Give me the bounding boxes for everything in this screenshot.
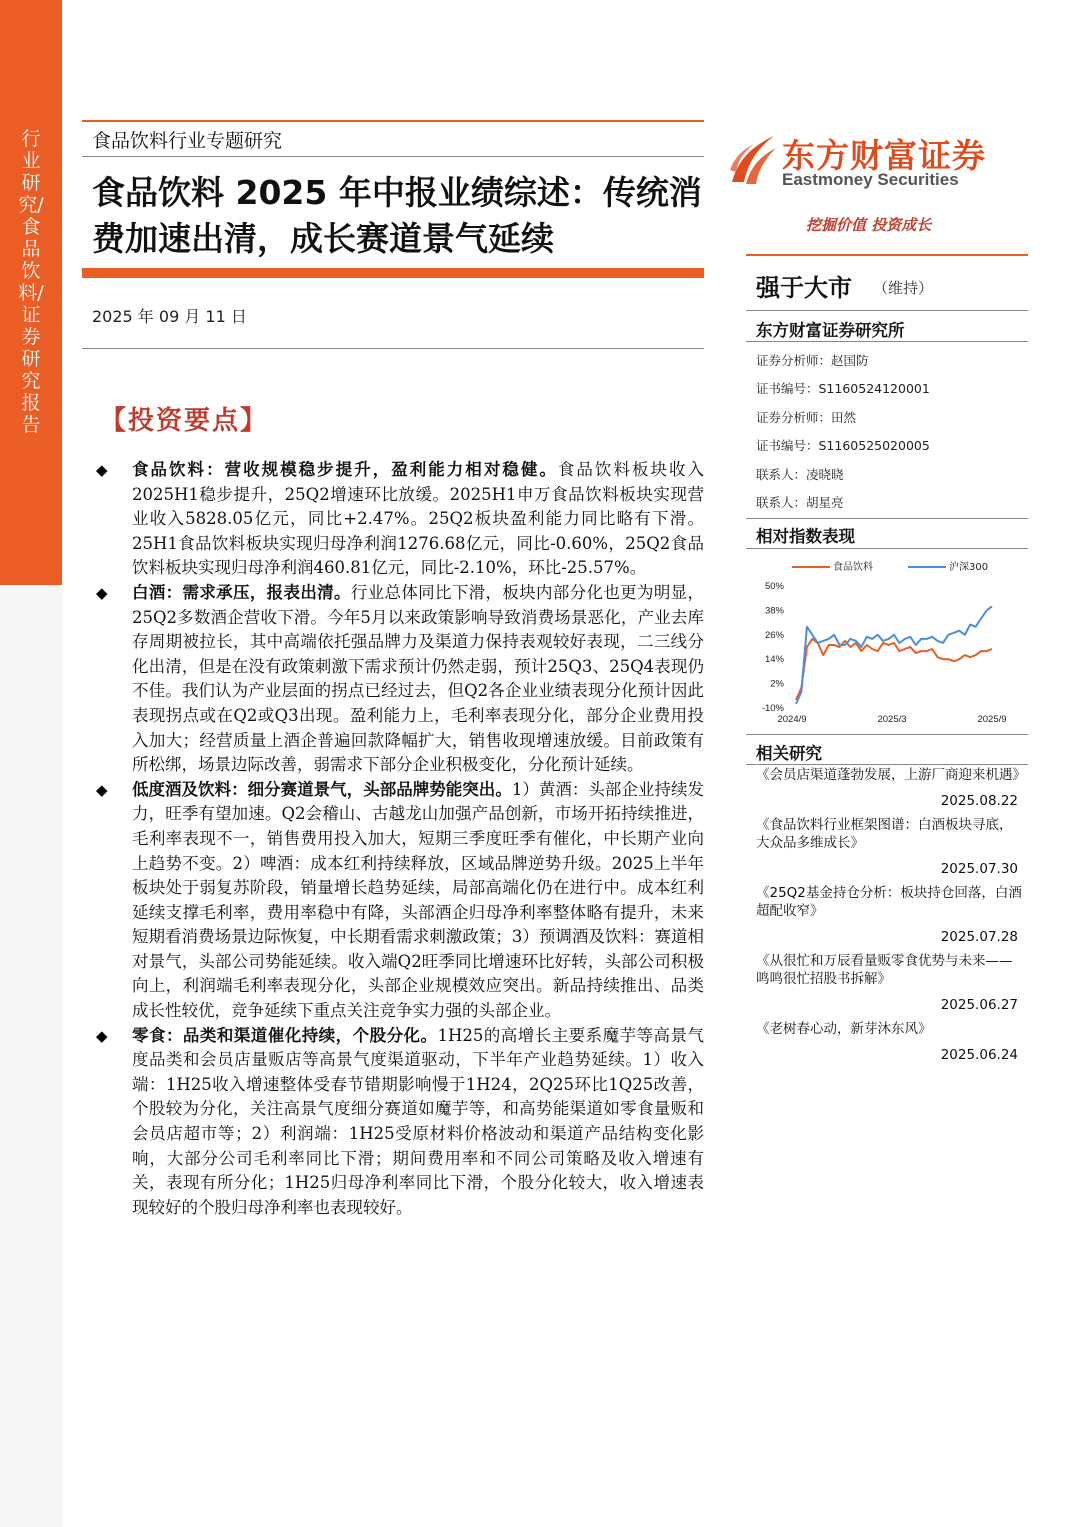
report-date: 2025.06.27 bbox=[940, 997, 1018, 1013]
header-top-rule bbox=[82, 120, 704, 122]
contact-row: 联系人：胡星亮 bbox=[756, 495, 844, 511]
brand-name-cn: 东方财富证券 bbox=[782, 136, 986, 175]
list-item[interactable] bbox=[756, 1020, 1024, 1064]
y-tick-label: 26% bbox=[764, 629, 784, 641]
y-tick-label: 38% bbox=[764, 605, 784, 617]
wave-logo-icon bbox=[728, 130, 778, 190]
list-item bbox=[92, 458, 704, 581]
series-line-food-beverage bbox=[796, 639, 992, 700]
diamond-bullet-icon: ◆ bbox=[96, 780, 108, 799]
rating-bottom-rule bbox=[746, 310, 1028, 311]
list-item bbox=[92, 581, 704, 778]
y-tick-label: -10% bbox=[761, 703, 784, 714]
contact-row: 证券分析师：田然 bbox=[756, 409, 857, 425]
report-title: 《从很忙和万辰看量贩零食优势与未来——鸣鸣很忙招股书拆解》 bbox=[756, 953, 1013, 987]
diamond-bullet-icon: ◆ bbox=[96, 583, 108, 602]
report-date: 2025.07.28 bbox=[940, 929, 1018, 945]
left-sidebar bbox=[0, 0, 62, 1527]
key-points-list bbox=[92, 458, 704, 1220]
list-item[interactable] bbox=[756, 884, 1024, 946]
report-title: 《25Q2基金持仓分析：板块持仓回落，白酒超配收窄》 bbox=[756, 885, 1022, 919]
report-date: 2025 年 09 月 11 日 bbox=[92, 307, 247, 326]
bullet-heading: 食品饮料：营收规模稳步提升，盈利能力相对稳健。 bbox=[132, 460, 558, 479]
rating-value: 强于大市 bbox=[756, 274, 852, 302]
list-item[interactable] bbox=[756, 766, 1024, 810]
institute-rule bbox=[746, 341, 1028, 342]
report-date: 2025.07.30 bbox=[940, 861, 1018, 877]
diamond-bullet-icon: ◆ bbox=[96, 461, 108, 479]
list-item bbox=[92, 778, 704, 1024]
sidebar-category-text: 行业研究/食品饮料/证券研究报告 bbox=[18, 128, 44, 436]
bullet-body: 食品饮料板块收入2025H1稳步提升，25Q2增速环比放缓。2025H1申万食品饮料板块实现营业收入5828.05亿元，同比+2.47%。25Q2板块盈利能力同比略有下滑。25H1食品饮料板块实现归母净利润1276.68亿元，同比-0.60%，25Q2食品饮料板块实现归母净利润460.81亿元，同比-2.10%，环比-25.57%。 bbox=[132, 460, 705, 578]
analyst-contacts bbox=[756, 347, 1026, 517]
bullet-body: 1H25的高增长主要系魔芋等高景气度品类和会员店量贩店等高景气度渠道驱动，下半年产业趋势延续。1）收入端：1H25收入增速整体受春节错期影响慢于1H24，2Q25环比1Q25改善，个股较为分化，关注高景气度细分赛道如魔芋等，和高势能渠道如零食量贩和会员店超市等；2）利润端：1H25受原材料价格波动和渠道产品结构变化影响，大部分公司毛利率同比下滑；期间费用率和不同公司策略及收入增速有关，表现有所分化；1H25归母净利率同比下滑，个股分化较大，收入增速表现较好的个股归母净利率也表现较好。 bbox=[132, 1025, 704, 1217]
bullet-heading: 白酒：需求承压，报表出清。 bbox=[132, 582, 351, 602]
y-tick-label: 50% bbox=[764, 581, 784, 592]
related-top-rule bbox=[746, 734, 1028, 735]
report-category: 食品饮料行业专题研究 bbox=[92, 130, 283, 152]
report-date: 2025.06.24 bbox=[940, 1047, 1018, 1063]
subtitle-rule bbox=[82, 156, 704, 157]
y-tick-label: 2% bbox=[770, 678, 784, 690]
bullet-heading: 低度酒及饮料：细分赛道景气，头部品牌势能突出。 bbox=[132, 779, 512, 799]
legend-label: 食品饮料 bbox=[833, 562, 873, 573]
y-tick-label: 14% bbox=[764, 654, 784, 666]
rating-note: （维持） bbox=[873, 279, 934, 297]
date-rule bbox=[82, 348, 704, 349]
report-title: 《老树春心动，新芽沐东风》 bbox=[756, 1021, 932, 1037]
contact-row: 证书编号：S1160525020005 bbox=[756, 438, 930, 454]
x-tick-label: 2024/9 bbox=[777, 714, 807, 725]
title-rule bbox=[82, 268, 704, 278]
bullet-body: 1）黄酒：头部企业持续发力，旺季有望加速。Q2会稽山、古越龙山加强产品创新，市场开拓持续推进，毛利率表现不一，销售费用投入加大，短期三季度旺季有催化，中长期产业向上趋势不变。2）啤酒：成本红利持续释放，区域品牌逆势升级。2025上半年板块处于弱复苏阶段，销量增长趋势延续，局部高端化仍在进行中。成本红利延续支撑毛利率，费用率稳中有降，头部酒企归母净利率整体略有提升，未来短期看消费场景边际恢复，中长期看需求刺激政策；3）预调酒及饮料：赛道相对景气，头部公司势能延续。收入端Q2旺季同比增速环比好转，头部公司积极向上，利润端毛利率表现分化，头部企业规模效应突出。新品持续推出、品类成长性较优，竞争延续下重点关注竞争实力强的头部企业。 bbox=[132, 779, 705, 1021]
contact-row: 联系人：凌晓晓 bbox=[756, 466, 844, 482]
rating-top-rule bbox=[746, 254, 1028, 256]
diamond-bullet-icon: ◆ bbox=[96, 1026, 108, 1045]
related-research-title: 相关研究 bbox=[756, 744, 822, 763]
list-item bbox=[92, 1024, 704, 1221]
index-chart-title: 相对指数表现 bbox=[756, 527, 855, 546]
report-title: 《食品饮料行业框架图谱：白酒板块寻底，大众品多维成长》 bbox=[756, 817, 1013, 851]
bullet-body: 行业总体同比下滑，板块内部分化也更为明显，25Q2多数酒企营收下滑。今年5月以来政策影响导致消费场景恶化，产业去库存周期被拉长，其中高端依托强品牌力及渠道力保持表观较好表现，二三线分化出清，但是在没有政策刺激下需求预计仍然走弱，预计25Q3、25Q4表现仍不佳。我们认为产业层面的拐点已经过去，但Q2各企业业绩表现分化预计因此表现拐点或在Q2或Q3出现。盈利能力上，毛利率表现分化，部分企业费用投入加大；经营质量上酒企普遍回款降幅扩大，销售收现增速放缓。目前政策有所松绑，场景边际改善，弱需求下部分企业积极变化，分化预计延续。 bbox=[132, 582, 705, 775]
list-item[interactable] bbox=[756, 952, 1024, 1014]
x-tick-label: 2025/3 bbox=[877, 714, 907, 725]
institute-name: 东方财富证券研究所 bbox=[756, 321, 905, 340]
list-item[interactable] bbox=[756, 816, 1024, 878]
section-heading: 【投资要点】 bbox=[100, 406, 269, 436]
page-title: 食品饮料 2025 年中报业绩综述：传统消费加速出清，成长赛道景气延续 bbox=[92, 173, 702, 258]
brand-slogan: 挖掘价值 投资成长 bbox=[806, 216, 932, 234]
brand-logo bbox=[728, 130, 1028, 194]
contact-row: 证券分析师：赵国防 bbox=[756, 353, 869, 368]
legend-label: 沪深300 bbox=[949, 562, 989, 573]
relative-index-chart bbox=[746, 550, 1030, 730]
series-line-csi300 bbox=[796, 606, 992, 704]
chart-title-bottom-rule bbox=[746, 548, 1028, 549]
related-bottom-rule bbox=[746, 764, 1028, 765]
bullet-heading: 零食：品类和渠道催化持续，个股分化。 bbox=[132, 1025, 438, 1045]
report-title: 《会员店渠道蓬勃发展，上游厂商迎来机遇》 bbox=[756, 767, 1026, 783]
related-reports-list bbox=[756, 766, 1024, 1070]
brand-name-en: Eastmoney Securities bbox=[782, 170, 959, 189]
report-date: 2025.08.22 bbox=[940, 793, 1018, 809]
chart-title-top-rule bbox=[746, 518, 1028, 519]
contact-row: 证书编号：S1160524120001 bbox=[756, 381, 930, 397]
x-tick-label: 2025/9 bbox=[977, 714, 1007, 725]
